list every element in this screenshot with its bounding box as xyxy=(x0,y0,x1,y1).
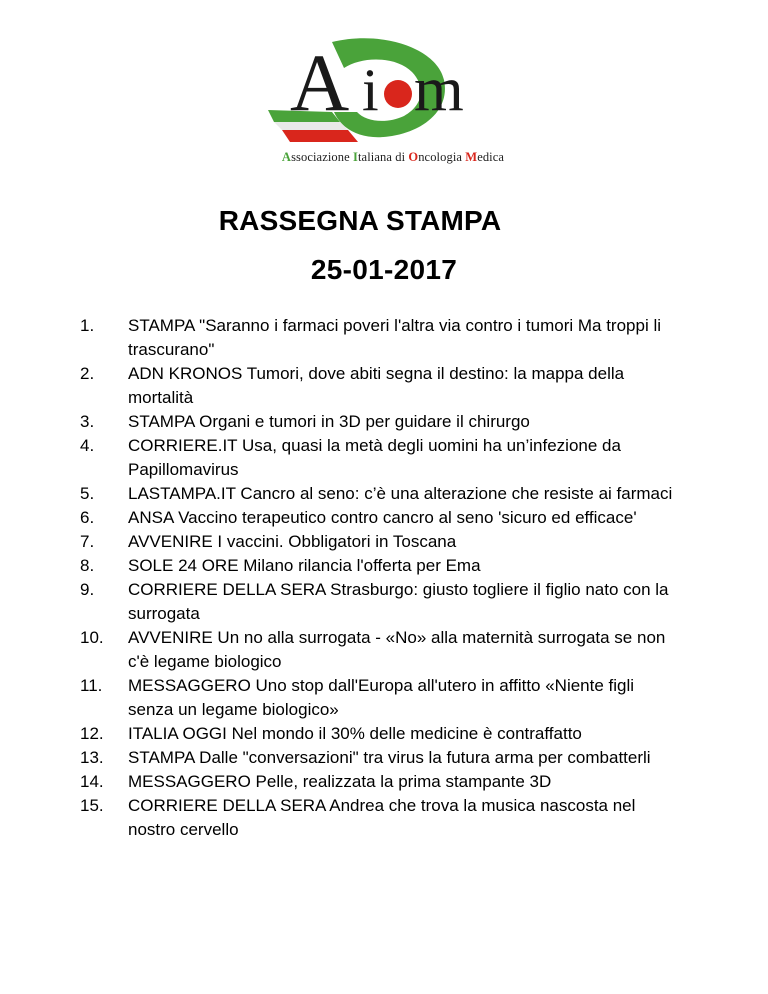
press-item-text: LASTAMPA.IT Cancro al seno: c’è una alterazione che resiste ai farmaci xyxy=(128,484,673,503)
press-item-number: 15. xyxy=(80,796,104,815)
press-item-text: AVVENIRE Un no alla surrogata - «No» alla maternità surrogata se non c'è legame biologico xyxy=(128,628,666,671)
press-item xyxy=(80,746,680,770)
logo-tagline-part: ssociazione xyxy=(291,150,354,164)
press-item-number: 9. xyxy=(80,580,95,599)
press-item-text: CORRIERE DELLA SERA Andrea che trova la musica nascosta nel nostro cervello xyxy=(128,796,636,839)
press-item xyxy=(80,482,680,506)
press-item-text: MESSAGGERO Pelle, realizzata la prima stampante 3D xyxy=(128,772,552,791)
logo-tagline-part: edica xyxy=(477,150,505,164)
press-item-text: ADN KRONOS Tumori, dove abiti segna il destino: la mappa della mortalità xyxy=(128,364,625,407)
logo-letter-a: A xyxy=(290,38,350,128)
logo-tagline xyxy=(262,150,524,165)
logo-letter-i: i xyxy=(362,57,379,123)
press-item xyxy=(80,794,680,842)
logo-ribbon-red xyxy=(282,130,358,142)
logo-tagline-part: O xyxy=(408,150,419,164)
press-item-number: 3. xyxy=(80,412,95,431)
logo-tagline-part: ncologia xyxy=(418,150,466,164)
logo-tagline-part: A xyxy=(281,150,292,164)
press-item-text: STAMPA Organi e tumori in 3D per guidare il chirurgo xyxy=(128,412,530,431)
press-item xyxy=(80,626,680,674)
press-item xyxy=(80,434,680,482)
press-item-text: MESSAGGERO Uno stop dall'Europa all'utero in affitto «Niente figli senza un legame biologico» xyxy=(128,676,635,719)
press-item-number: 10. xyxy=(80,628,104,647)
press-item-number: 13. xyxy=(80,748,104,767)
press-item-number: 6. xyxy=(80,508,95,527)
press-item xyxy=(80,506,680,530)
press-item xyxy=(80,674,680,722)
press-review-list xyxy=(80,314,680,842)
press-item-text: STAMPA "Saranno i farmaci poveri l'altra via contro i tumori Ma troppi li trascurano" xyxy=(128,316,662,359)
press-item xyxy=(80,362,680,410)
logo-red-o xyxy=(384,80,412,108)
logo-letter-m: m xyxy=(414,53,464,124)
press-item xyxy=(80,314,680,362)
press-item-number: 11. xyxy=(80,676,103,695)
page-date: 25-01-2017 xyxy=(310,254,458,285)
press-item xyxy=(80,722,680,746)
page-title: RASSEGNA STAMPA xyxy=(218,205,502,236)
press-item-text: AVVENIRE I vaccini. Obbligatori in Toscana xyxy=(128,532,457,551)
press-item-text: STAMPA Dalle "conversazioni" tra virus la futura arma per combatterli xyxy=(128,748,651,767)
press-item xyxy=(80,554,680,578)
press-item-text: CORRIERE.IT Usa, quasi la metà degli uomini ha un’infezione da Papillomavirus xyxy=(128,436,621,479)
press-item-number: 8. xyxy=(80,556,95,575)
press-item-number: 14. xyxy=(80,772,104,791)
press-item-text: ANSA Vaccino terapeutico contro cancro al seno 'sicuro ed efficace' xyxy=(128,508,637,527)
press-item-number: 5. xyxy=(80,484,95,503)
press-item xyxy=(80,770,680,794)
press-item-number: 4. xyxy=(80,436,95,455)
press-item-number: 7. xyxy=(80,532,95,551)
press-item xyxy=(80,530,680,554)
press-item xyxy=(80,578,680,626)
press-item-number: 2. xyxy=(80,364,95,383)
logo-tagline-part: I xyxy=(353,150,358,164)
logo-tagline-part: M xyxy=(465,150,478,164)
press-item-number: 1. xyxy=(80,316,95,335)
press-item-text: SOLE 24 ORE Milano rilancia l'offerta per Ema xyxy=(128,556,481,575)
press-item-text: CORRIERE DELLA SERA Strasburgo: giusto togliere il figlio nato con la surrogata xyxy=(128,580,669,623)
press-item xyxy=(80,410,680,434)
logo-tagline-part: taliana di xyxy=(357,150,409,164)
press-item-number: 12. xyxy=(80,724,104,743)
press-item-text: ITALIA OGGI Nel mondo il 30% delle medicine è contraffatto xyxy=(128,724,582,743)
